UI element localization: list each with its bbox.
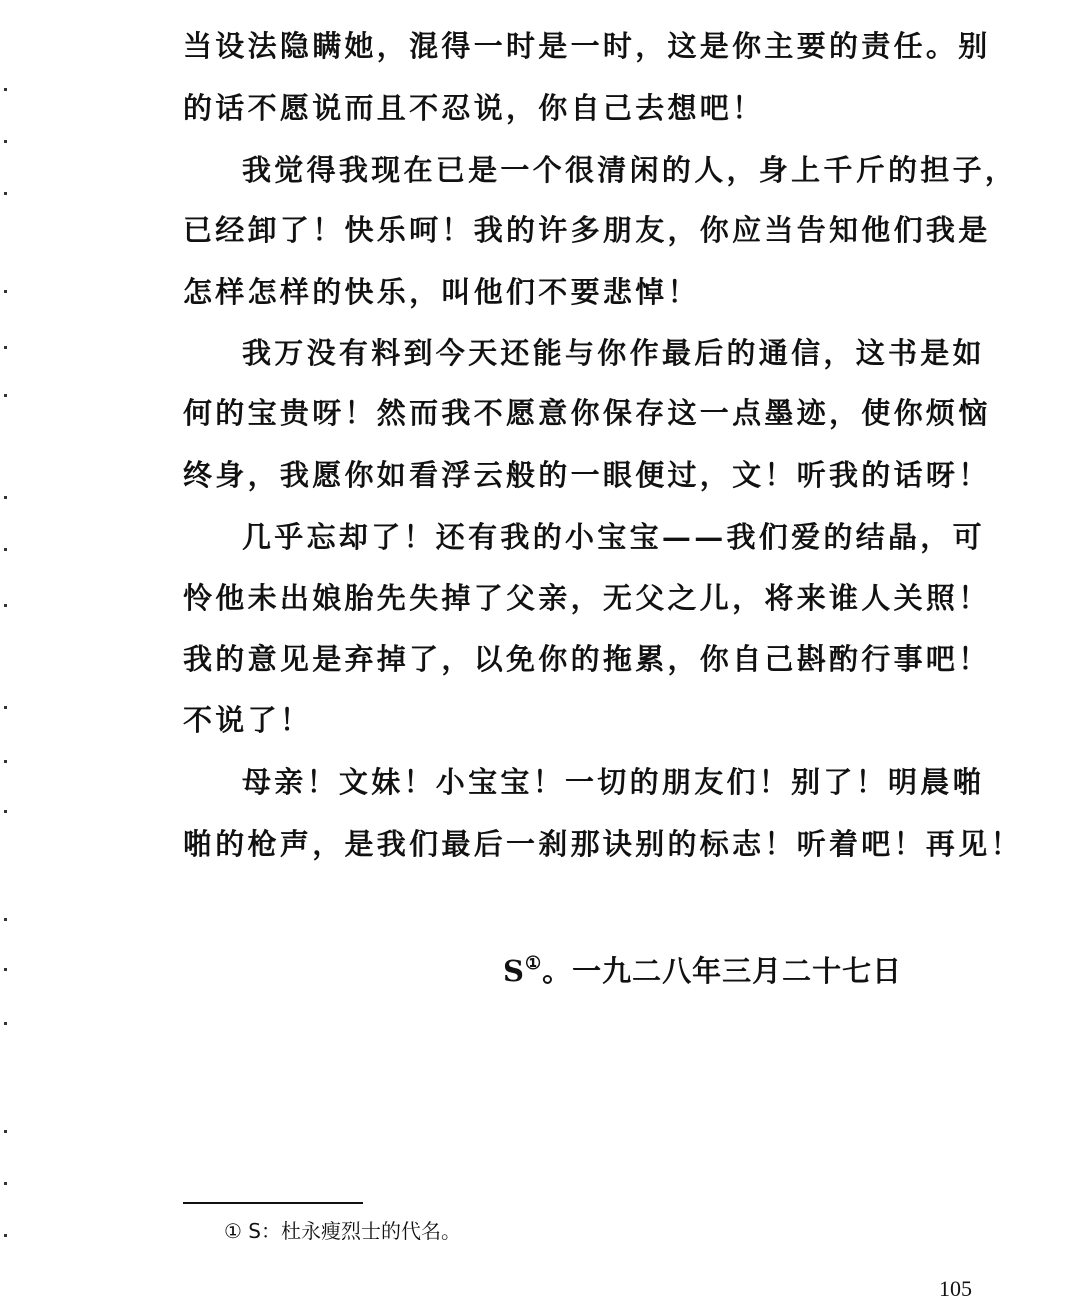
- scan-mark: [4, 548, 7, 551]
- left-margin-scan-marks: [0, 0, 14, 1314]
- scan-mark: [4, 496, 7, 499]
- signature-line: [503, 944, 902, 991]
- scan-mark: [4, 810, 7, 813]
- text-line: 终身，我愿你如看浮云般的一眼便过，文！听我的话呀！: [183, 458, 991, 492]
- text-line: 我觉得我现在已是一个很清闲的人，身上千斤的担子，: [242, 153, 1018, 187]
- scan-mark: [4, 1182, 7, 1185]
- scan-mark: [4, 918, 7, 921]
- scan-mark: [4, 1130, 7, 1133]
- scan-mark: [4, 394, 7, 397]
- text-line: 当设法隐瞒她，混得一时是一时，这是你主要的责任。别: [183, 29, 991, 63]
- signature-name: S: [503, 954, 525, 988]
- scan-mark: [4, 88, 7, 91]
- text-line: 已经卸了！快乐呵！我的许多朋友，你应当告知他们我是: [183, 213, 991, 247]
- signature-date: 。一九二八年三月二十七日: [542, 954, 903, 988]
- scan-mark: [4, 604, 7, 607]
- text-line: 的话不愿说而且不忍说，你自己去想吧！: [183, 91, 765, 125]
- footnote-divider: [183, 1202, 363, 1204]
- text-line: 啪的枪声，是我们最后一刹那诀别的标志！听着吧！再见！: [183, 827, 1023, 861]
- scan-mark: [4, 346, 7, 349]
- text-line: 怜他未出娘胎先失掉了父亲，无父之儿，将来谁人关照！: [183, 581, 991, 615]
- footnote-reference: ①: [524, 953, 543, 974]
- scan-mark: [4, 760, 7, 763]
- scan-mark: [4, 192, 7, 195]
- text-line: 我万没有料到今天还能与你作最后的通信，这书是如: [242, 336, 985, 370]
- scan-mark: [4, 706, 7, 709]
- footnote-text: ① S：杜永瘦烈士的代名。: [224, 1219, 461, 1243]
- scan-mark: [4, 1234, 7, 1237]
- page-number: 105: [939, 1276, 972, 1301]
- scan-mark: [4, 1022, 7, 1025]
- scan-mark: [4, 290, 7, 293]
- text-line: 母亲！文妹！小宝宝！一切的朋友们！别了！明晨啪: [242, 765, 985, 799]
- text-line: 我的意见是弃掉了，以免你的拖累，你自己斟酌行事吧！: [183, 642, 991, 676]
- scan-mark: [4, 140, 7, 143]
- text-line: 何的宝贵呀！然而我不愿意你保存这一点墨迹，使你烦恼: [183, 396, 991, 430]
- text-line: 不说了！: [183, 703, 313, 737]
- text-line: 怎样怎样的快乐，叫他们不要悲悼！: [183, 275, 700, 309]
- scan-mark: [4, 968, 7, 971]
- text-line: 几乎忘却了！还有我的小宝宝——我们爱的结晶，可: [242, 520, 985, 554]
